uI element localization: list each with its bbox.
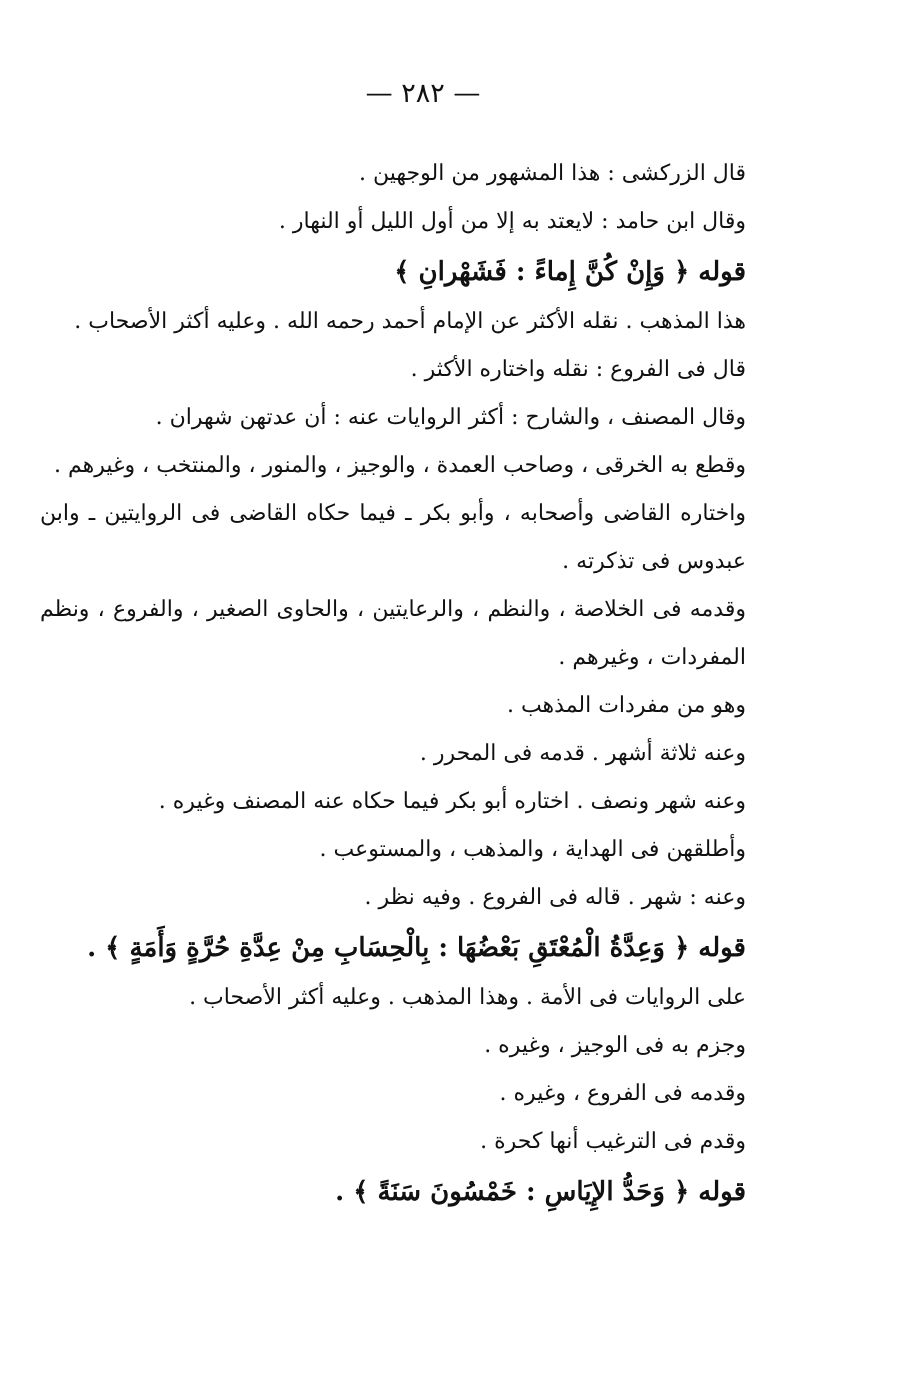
paragraph: واختاره القاضى وأصحابه ، وأبو بكر ـ فيما حكاه القاضى فى الروايتين ـ وابن عبدوس فى تذكرته . <box>40 501 746 574</box>
text-line: وهو من مفردات المذهب . <box>506 693 746 718</box>
text-line: وقدم فى الترغيب أنها كحرة . <box>480 1129 746 1154</box>
text-line: وعنه ثلاثة أشهر . قدمه فى المحرر . <box>419 741 746 766</box>
paragraph: وقدمه فى الخلاصة ، والنظم ، والرعايتين ، والحاوى الصغير ، والفروع ، ونظم المفردات ، وغيرهم . <box>40 597 746 670</box>
heading-quote: قوله ﴿ وَإِنْ كُنَّ إِماءً : فَشَهْرانِ ﴾ <box>394 257 746 287</box>
paragraph: هذا المذهب . نقله الأكثر عن الإمام أحمد رحمه الله . وعليه أكثر الأصحاب . <box>74 309 746 334</box>
text-line: على الروايات فى الأمة . وهذا المذهب . وعليه أكثر الأصحاب . <box>189 985 746 1010</box>
text-line: قال الزركشى : هذا المشهور من الوجهين . <box>359 161 746 186</box>
heading-quote: قوله ﴿ وَحَدُّ الإِيَاسِ : خَمْسُونَ سَنَةً ﴾ . <box>335 1177 746 1207</box>
page-number: — ٢٨٢ — <box>365 78 481 109</box>
text-line: وقطع به الخرقى ، وصاحب العمدة ، والوجيز ، والمنور ، والمنتخب ، وغيرهم . <box>53 453 746 478</box>
text-line: وجزم به فى الوجيز ، وغيره . <box>484 1033 746 1058</box>
text-line: قال فى الفروع : نقله واختاره الأكثر . <box>410 357 746 382</box>
text-line: وأطلقهن فى الهداية ، والمذهب ، والمستوعب . <box>319 837 746 862</box>
text-line: وقدمه فى الفروع ، وغيره . <box>499 1081 746 1106</box>
text-line: وعنه : شهر . قاله فى الفروع . وفيه نظر . <box>364 885 746 910</box>
heading-quote: قوله ﴿ وَعِدَّةُ الْمُعْتَقِ بَعْضُهَا : بِالْحِسَابِ مِنْ عِدَّةِ حُرَّةٍ وَأَمَةٍ ﴾ . <box>87 933 746 963</box>
text-line: وقال المصنف ، والشارح : أكثر الروايات عنه : أن عدتهن شهران . <box>155 405 746 430</box>
text-line: وعنه شهر ونصف . اختاره أبو بكر فيما حكاه عنه المصنف وغيره . <box>158 789 746 814</box>
text-line: وقال ابن حامد : لايعتد به إلا من أول الليل أو النهار . <box>278 209 746 234</box>
